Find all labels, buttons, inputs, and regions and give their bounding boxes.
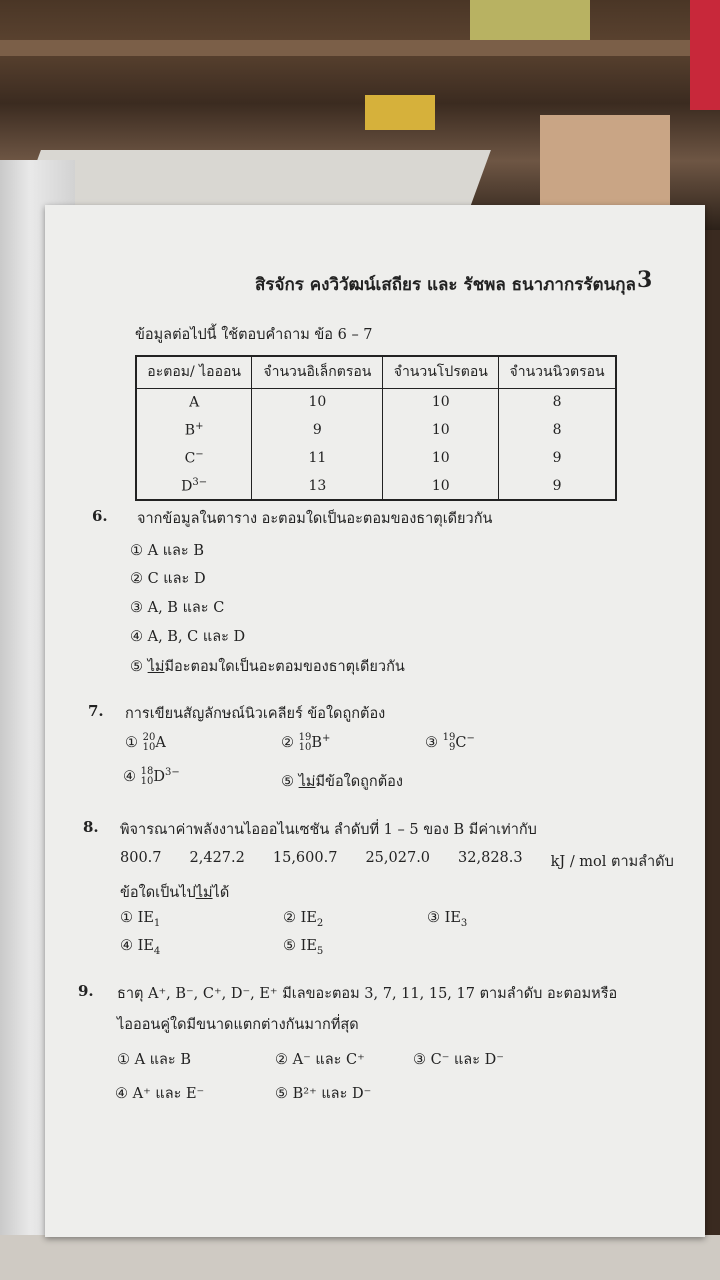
subscript: 2 xyxy=(316,917,324,929)
symbol: B xyxy=(311,735,322,751)
question-text xyxy=(120,881,229,904)
underlined-text: ไม่ xyxy=(147,659,165,675)
red-object xyxy=(690,0,720,110)
option-mark: ① xyxy=(125,735,138,751)
ie-value: 32,828.3 xyxy=(458,850,523,866)
symbol: D xyxy=(153,769,165,785)
option: ⑤ B²⁺ และ D⁻ xyxy=(275,1086,372,1102)
shelf-box xyxy=(470,0,590,40)
symbol: A xyxy=(155,735,166,751)
option: ② C และ D xyxy=(130,571,206,587)
subscript: 1 xyxy=(153,917,161,929)
option-text: มีอะตอมใดเป็นอะตอมของธาตุเดียวกัน xyxy=(164,659,405,675)
cell: 10 xyxy=(252,388,383,416)
question-number: 9. xyxy=(78,982,94,1000)
ie-label: IE xyxy=(137,910,154,926)
table-row xyxy=(136,416,616,444)
option: ② A⁻ และ C⁺ xyxy=(275,1052,365,1068)
option-mark: ⑤ xyxy=(130,659,143,675)
symbol: C xyxy=(455,735,467,751)
option-mark: ② xyxy=(283,910,296,926)
option xyxy=(120,938,160,957)
table-row xyxy=(136,388,616,416)
atom-table xyxy=(135,355,617,501)
atomic-number: 10 xyxy=(298,742,312,753)
option: ③ A, B และ C xyxy=(130,600,225,616)
cell: 10 xyxy=(383,444,499,472)
option xyxy=(130,655,405,678)
question-text: จากข้อมูลในตาราง อะตอมใดเป็นอะตอมของธาตุเดียวกัน xyxy=(137,511,493,527)
cell: 11 xyxy=(252,444,383,472)
col-header: จำนวนนิวตรอน xyxy=(499,356,616,388)
table-header-row xyxy=(136,356,616,388)
mass-number: 18 xyxy=(140,766,154,777)
cell: D xyxy=(181,478,193,495)
ie-label: IE xyxy=(300,938,317,954)
option-mark: ④ xyxy=(123,769,136,785)
page-number: 3 xyxy=(637,267,653,293)
cell: C xyxy=(184,450,196,467)
ie-label: IE xyxy=(137,938,154,954)
charge: + xyxy=(195,421,204,433)
cell: 9 xyxy=(499,472,616,500)
question-text: ธาตุ A⁺, B⁻, C⁺, D⁻, E⁺ มีเลขอะตอม 3, 7, 11, 15, 17 ตามลำดับ อะตอมหรือ xyxy=(117,986,618,1002)
option-mark: ④ xyxy=(120,938,133,954)
ie-value: 2,427.2 xyxy=(189,850,245,866)
table-surface xyxy=(0,1235,720,1280)
ie-value: 800.7 xyxy=(120,850,162,866)
atomic-number: 10 xyxy=(140,776,154,787)
option: ④ A⁺ และ E⁻ xyxy=(115,1086,205,1102)
question-number: 7. xyxy=(88,702,104,720)
underlined-text: ไม่ xyxy=(195,885,213,901)
mass-number: 19 xyxy=(298,732,312,743)
question-text: พิจารณาค่าพลังงานไอออไนเซชัน ลำดับที่ 1 – 5 ของ B มีค่าเท่ากับ xyxy=(120,822,537,838)
option xyxy=(283,910,323,929)
mass-number: 19 xyxy=(442,732,456,743)
col-header: จำนวนโปรตอน xyxy=(383,356,499,388)
option xyxy=(123,767,180,787)
cell: A xyxy=(189,395,200,412)
unit-label: kJ / mol ตามลำดับ xyxy=(550,854,674,870)
option-mark: ① xyxy=(120,910,133,926)
cell: 9 xyxy=(252,416,383,444)
text: ข้อใดเป็นไป xyxy=(120,885,196,901)
running-header: สิรจักร คงวิวัฒน์เสถียร และ รัชพล ธนาภากรรัตนกุล xyxy=(255,275,636,295)
question-text: การเขียนสัญลักษณ์นิวเคลียร์ ข้อใดถูกต้อง xyxy=(125,706,386,722)
charge: − xyxy=(466,733,475,745)
option: ① A และ B xyxy=(130,543,204,559)
underlined-text: ไม่ xyxy=(298,774,316,790)
cell: 9 xyxy=(499,444,616,472)
option: ③ C⁻ และ D⁻ xyxy=(413,1052,504,1068)
option-mark: ② xyxy=(281,735,294,751)
charge: 3− xyxy=(164,767,180,779)
question-number: 6. xyxy=(92,507,108,525)
option xyxy=(425,733,475,753)
isotope-numbers xyxy=(143,733,156,753)
option: ① A และ B xyxy=(117,1052,191,1068)
option-mark: ③ xyxy=(427,910,440,926)
table-intro: ข้อมูลต่อไปนี้ ใช้ตอบคำถาม ข้อ 6 – 7 xyxy=(135,327,373,343)
background-bookshelf xyxy=(0,0,720,230)
subscript: 3 xyxy=(460,917,468,929)
option xyxy=(283,938,323,957)
isotope-numbers xyxy=(141,767,154,787)
cell: 10 xyxy=(383,416,499,444)
text: ได้ xyxy=(212,885,230,901)
option-text: มีข้อใดถูกต้อง xyxy=(315,774,403,790)
table-row xyxy=(136,472,616,500)
book-page xyxy=(45,205,705,1237)
mass-number: 20 xyxy=(142,732,156,743)
atomic-number: 10 xyxy=(142,742,156,753)
ionization-values xyxy=(120,850,674,873)
option-mark: ⑤ xyxy=(283,938,296,954)
col-header: อะตอม/ ไอออน xyxy=(136,356,252,388)
option xyxy=(125,733,166,753)
cell: 10 xyxy=(383,388,499,416)
option xyxy=(427,910,467,929)
ie-label: IE xyxy=(444,910,461,926)
option xyxy=(120,910,160,929)
atomic-number: 9 xyxy=(448,742,456,753)
cell: 8 xyxy=(499,388,616,416)
option-mark: ③ xyxy=(425,735,438,751)
cell: 10 xyxy=(383,472,499,500)
shelf-box xyxy=(365,95,435,130)
option xyxy=(281,733,330,753)
ie-label: IE xyxy=(300,910,317,926)
question-number: 8. xyxy=(83,818,99,836)
cell: 8 xyxy=(499,416,616,444)
question-text: ไอออนคู่ใดมีขนาดแตกต่างกันมากที่สุด xyxy=(117,1017,359,1033)
subscript: 4 xyxy=(153,945,161,957)
option-mark: ⑤ xyxy=(281,774,294,790)
paper-stack xyxy=(19,150,491,210)
shelf-box xyxy=(540,115,670,210)
cell: 13 xyxy=(252,472,383,500)
ie-value: 25,027.0 xyxy=(365,850,431,866)
isotope-numbers xyxy=(443,733,456,753)
charge: 3− xyxy=(192,476,208,488)
col-header: จำนวนอิเล็กตรอน xyxy=(252,356,383,388)
ie-value: 15,600.7 xyxy=(272,850,338,866)
isotope-numbers xyxy=(299,733,312,753)
charge: − xyxy=(195,449,204,461)
option xyxy=(281,770,403,793)
shelf-board xyxy=(0,40,720,56)
subscript: 5 xyxy=(316,945,324,957)
cell: B xyxy=(184,422,196,439)
option: ④ A, B, C และ D xyxy=(130,629,246,645)
charge: + xyxy=(322,733,331,745)
table-row xyxy=(136,444,616,472)
